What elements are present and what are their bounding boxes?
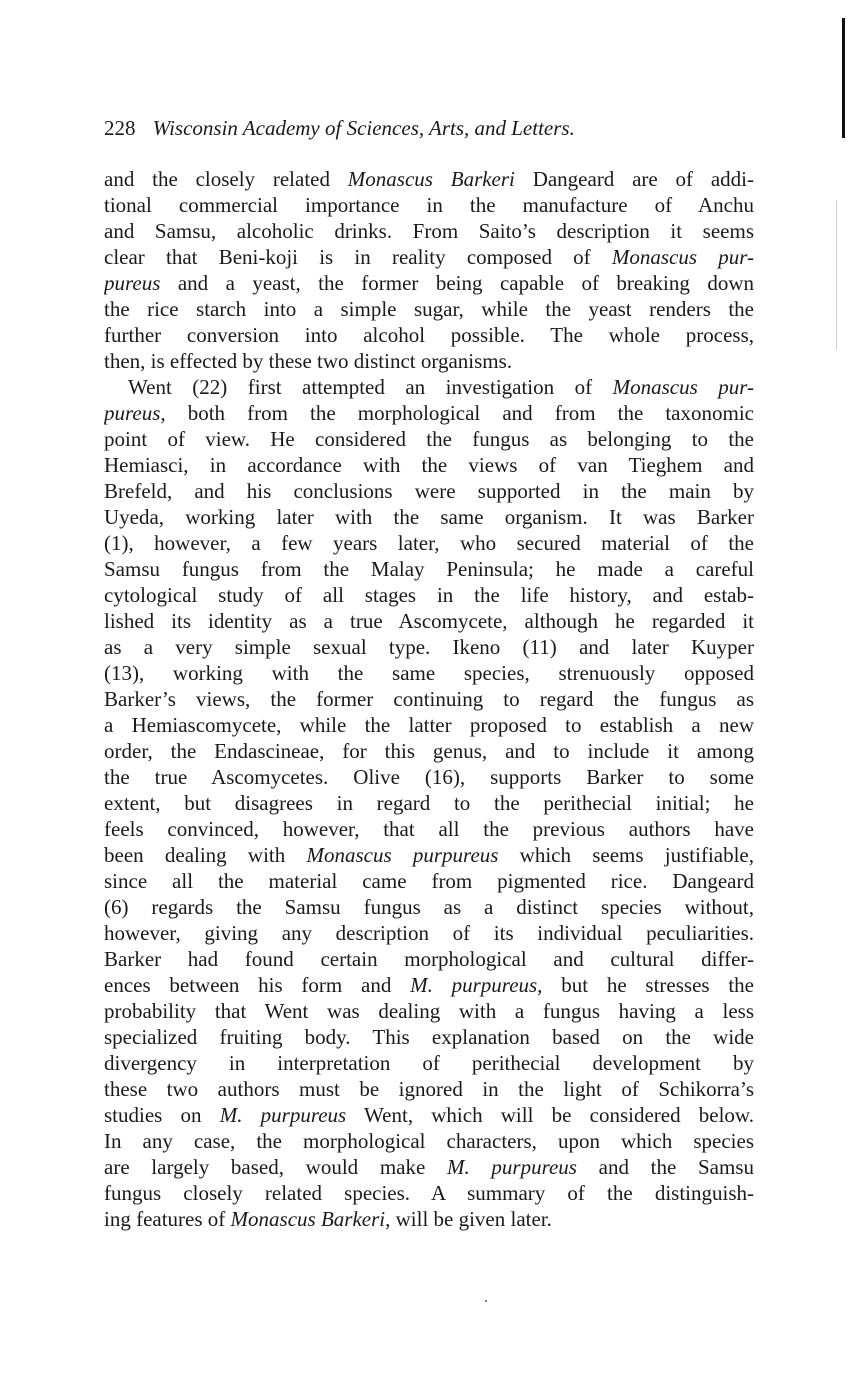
print-speck xyxy=(485,1300,487,1302)
text-line xyxy=(104,998,754,1024)
text-run: divergency in interpretation of perithecial development by xyxy=(104,1051,754,1075)
text-run: fungus closely related species. A summary of the distinguish- xyxy=(104,1181,754,1205)
text-line xyxy=(104,478,754,504)
scan-edge-mark xyxy=(842,18,845,138)
italic-run: Monascus pur- xyxy=(612,375,754,399)
italic-run: Monascus Barkeri, xyxy=(230,1207,391,1231)
text-run: the rice starch into a simple sugar, while the yeast renders the xyxy=(104,297,754,321)
text-line xyxy=(104,712,754,738)
text-line xyxy=(104,218,754,244)
italic-run: pureus xyxy=(104,271,161,295)
text-line xyxy=(104,166,754,192)
text-line xyxy=(104,530,754,556)
text-run: extent, but disagrees in regard to the perithecial initial; he xyxy=(104,791,754,815)
italic-run: M. purpureus xyxy=(219,1103,347,1127)
text-line xyxy=(104,426,754,452)
text-line xyxy=(104,192,754,218)
text-run: and the closely related xyxy=(104,167,348,191)
text-run: further conversion into alcohol possible. The whole process, xyxy=(104,323,754,347)
text-run: Dangeard are of addi- xyxy=(514,167,754,191)
text-line xyxy=(104,1206,754,1232)
text-line xyxy=(104,270,754,296)
text-run: studies on xyxy=(104,1103,220,1127)
text-run: Went, which will be considered below. xyxy=(346,1103,754,1127)
text-run: (6) regards the Samsu fungus as a distinct species without, xyxy=(104,895,754,919)
text-run: and the Samsu xyxy=(576,1155,754,1179)
text-run: but he stresses the xyxy=(542,973,754,997)
italic-run: M. purpureus xyxy=(447,1155,577,1179)
text-run: which seems justifiable, xyxy=(498,843,754,867)
text-line xyxy=(104,556,754,582)
text-run: (13), working with the same species, strenuously opposed xyxy=(104,661,754,685)
text-run: however, giving any description of its individual peculiarities. xyxy=(104,921,754,945)
text-run: Samsu fungus from the Malay Peninsula; he made a careful xyxy=(104,557,754,581)
text-line xyxy=(104,1180,754,1206)
text-run: Went (22) first attempted an investigation of xyxy=(128,375,613,399)
text-run: the true Ascomycetes. Olive (16), supports Barker to some xyxy=(104,765,754,789)
text-run: order, the Endascineae, for this genus, and to include it among xyxy=(104,739,754,763)
text-run: Hemiasci, in accordance with the views of van Tieghem and xyxy=(104,453,754,477)
text-line xyxy=(104,582,754,608)
body-text xyxy=(104,166,754,1232)
text-line xyxy=(104,946,754,972)
text-run: as a very simple sexual type. Ikeno (11) and later Kuyper xyxy=(104,635,754,659)
text-run: probability that Went was dealing with a fungus having a less xyxy=(104,999,754,1023)
text-run: feels convinced, however, that all the previous authors have xyxy=(104,817,754,841)
text-line xyxy=(104,1128,754,1154)
text-run: lished its identity as a true Ascomycete, although he regarded it xyxy=(104,609,754,633)
scan-faint-line xyxy=(836,200,837,350)
text-run: ences between his form and xyxy=(104,973,411,997)
text-run: both from the morphological and from the taxonomic xyxy=(165,401,754,425)
page-number: 228 xyxy=(104,116,136,140)
text-run: then, is effected by these two distinct organisms. xyxy=(104,349,513,373)
text-line xyxy=(104,1024,754,1050)
text-line xyxy=(104,972,754,998)
text-line xyxy=(104,608,754,634)
text-run: these two authors must be ignored in the light of Schikorra’s xyxy=(104,1077,754,1101)
text-line xyxy=(104,738,754,764)
text-line xyxy=(104,400,754,426)
text-line xyxy=(104,816,754,842)
text-line xyxy=(104,1076,754,1102)
text-line xyxy=(104,348,754,374)
text-line xyxy=(104,686,754,712)
text-line xyxy=(104,634,754,660)
text-run: been dealing with xyxy=(104,843,307,867)
text-line xyxy=(104,842,754,868)
text-run: are largely based, would make xyxy=(104,1155,447,1179)
italic-run: Monascus purpureus xyxy=(306,843,499,867)
text-run: and a yeast, the former being capable of breaking down xyxy=(160,271,754,295)
text-line xyxy=(104,504,754,530)
text-line xyxy=(104,790,754,816)
running-title: Wisconsin Academy of Sciences, Arts, and Letters. xyxy=(152,116,575,140)
text-run: ing features of xyxy=(104,1207,231,1231)
text-run: Barker had found certain morphological and cultural differ- xyxy=(104,947,754,971)
text-line xyxy=(104,452,754,478)
text-run: cytological study of all stages in the life history, and estab- xyxy=(104,583,754,607)
text-line xyxy=(104,244,754,270)
text-line xyxy=(104,374,754,400)
page-header xyxy=(104,115,575,141)
text-run: and Samsu, alcoholic drinks. From Saito’s description it seems xyxy=(104,219,754,243)
italic-run: pureus, xyxy=(104,401,166,425)
text-run: (1), however, a few years later, who secured material of the xyxy=(104,531,754,555)
text-run: since all the material came from pigmented rice. Dangeard xyxy=(104,869,754,893)
text-run: Barker’s views, the former continuing to regard the fungus as xyxy=(104,687,754,711)
text-line xyxy=(104,894,754,920)
text-line xyxy=(104,660,754,686)
text-run: Brefeld, and his conclusions were supported in the main by xyxy=(104,479,754,503)
text-run: clear that Beni-koji is in reality composed of xyxy=(104,245,612,269)
italic-run: Monascus Barkeri xyxy=(347,167,515,191)
text-line xyxy=(104,322,754,348)
text-line xyxy=(104,296,754,322)
text-line xyxy=(104,868,754,894)
italic-run: M. purpureus, xyxy=(410,973,543,997)
text-line xyxy=(104,920,754,946)
text-line xyxy=(104,1102,754,1128)
italic-run: Monascus pur- xyxy=(611,245,754,269)
text-run: In any case, the morphological characters, upon which species xyxy=(104,1129,754,1153)
text-run: a Hemiascomycete, while the latter proposed to establish a new xyxy=(104,713,754,737)
text-line xyxy=(104,1154,754,1180)
text-line xyxy=(104,1050,754,1076)
text-run: specialized fruiting body. This explanation based on the wide xyxy=(104,1025,754,1049)
text-run: Uyeda, working later with the same organism. It was Barker xyxy=(104,505,754,529)
text-run: point of view. He considered the fungus as belonging to the xyxy=(104,427,754,451)
text-line xyxy=(104,764,754,790)
text-run: will be given later. xyxy=(390,1207,552,1231)
text-run: tional commercial importance in the manufacture of Anchu xyxy=(104,193,754,217)
